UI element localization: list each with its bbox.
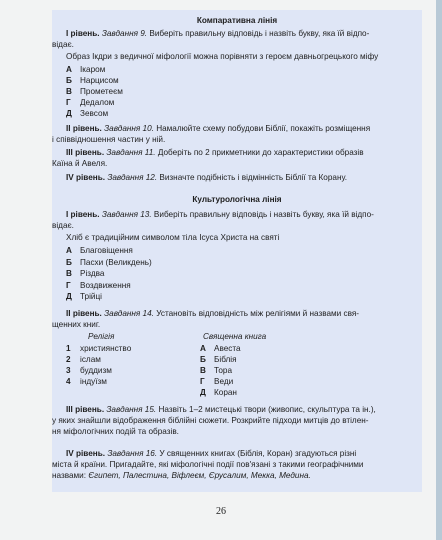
religion-2: 2 іслам (66, 355, 101, 364)
option-b: Б Нарцисом (66, 76, 119, 85)
option-d: Д Трійці (66, 292, 102, 301)
task14-col-left-header: Релігія (88, 332, 115, 341)
task9-options (66, 64, 123, 119)
religion-1: 1 християнство (66, 344, 132, 353)
task14-col-right-header: Священна книга (203, 332, 267, 341)
task15-line2: у яких знайшли відображення біблійні сюжети. Розкрийте підходи митців до втілен- (52, 416, 369, 425)
book-h: Г Веди (200, 377, 234, 386)
religion-4: 4 індуїзм (66, 377, 107, 386)
page-number: 26 (216, 506, 226, 517)
task13-line2: відає. (52, 221, 74, 230)
task13-question: Хліб є традиційним символом тіла Ісуса Христа на святі (66, 233, 280, 242)
option-v: В Різдва (66, 269, 105, 278)
task14-religions (66, 343, 131, 387)
option-h: Г Дедалом (66, 98, 115, 107)
task14-line2: щенних книг. (52, 320, 101, 329)
task9-line2: відає. (52, 40, 74, 49)
page-edge (436, 0, 442, 540)
task11-line1: III рівень. Завдання 11. Доберіть по 2 прикметники до характеристики образів (66, 148, 364, 157)
task16-line2: міста й країни. Пригадайте, які міфологічні події пов'язані з такими географічними (52, 460, 364, 469)
task11-line2: Каїна й Авеля. (52, 159, 108, 168)
book-d: Д Коран (200, 388, 237, 397)
option-v: В Прометеєм (66, 87, 123, 96)
section-heading-comparative: Компаративна лінія (196, 16, 278, 25)
task16-line3: назвами: Єгипет, Палестина, Віфлеєм, Єрусалим, Мекка, Медина. (52, 471, 311, 480)
book-a: А Авеста (200, 344, 241, 353)
task15-line3: ня міфологічних подій та образів. (52, 427, 179, 436)
task12-line1: IV рівень. Завдання 12. Визначте подібність і відмінність Біблії та Корану. (66, 173, 348, 182)
task10-line1: II рівень. Завдання 10. Намалюйте схему побудови Біблії, покажіть розміщення (66, 124, 371, 133)
task13-options (66, 245, 152, 303)
task13-line1: I рівень. Завдання 13. Виберіть правильну відповідь і назвіть букву, яка їй відпо- (66, 210, 374, 219)
task16-line1: IV рівень. Завдання 16. У священних книгах (Біблія, Коран) згадуються різні (66, 449, 357, 458)
task9-line1: I рівень. Завдання 9. Виберіть правильну відповідь і назвіть букву, яка їй відпо- (66, 29, 370, 38)
book-v: В Тора (200, 366, 233, 375)
book-b: Б Біблія (200, 355, 237, 364)
task15-line1: III рівень. Завдання 15. Назвіть 1–2 мистецькі твори (живопис, скульптура та ін.), (66, 405, 376, 414)
task14-books (200, 343, 241, 398)
option-h: Г Воздвиження (66, 280, 131, 290)
option-d: Д Зевсом (66, 109, 109, 118)
task10-line2: і співвідношення частин у ній. (52, 135, 166, 144)
option-a: А Ікаром (66, 65, 106, 74)
section-heading-cultural: Культурологічна лінія (192, 195, 282, 204)
option-a: А Благовіщення (66, 246, 133, 255)
option-b: Б Пасхи (Великдень) (66, 257, 152, 267)
religion-3: 3 буддизм (66, 366, 112, 375)
task9-question: Образ Ікдри з ведичної міфології можна порівняти з героєм давньогрецького міфу (66, 52, 379, 61)
task14-line1: II рівень. Завдання 14. Установіть відповідність між релігіями й назвами свя- (66, 309, 360, 318)
